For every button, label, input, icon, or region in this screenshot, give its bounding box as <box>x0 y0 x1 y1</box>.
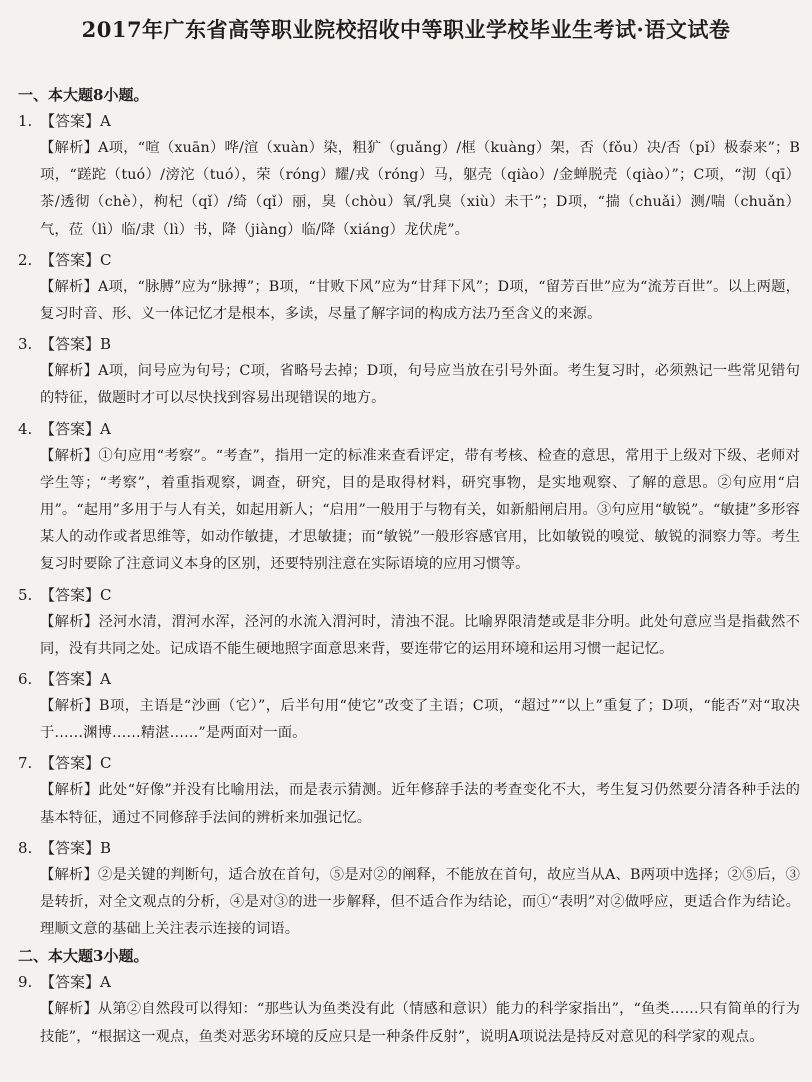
analysis-text: 【解析】①句应用“考察”。“考查”，指用一定的标准来查看评定，带有考核、检查的意思，常用于上级对下级、老师对学生等；“考察”，着重指观察，调查，研究，目的是取得材料，研究事物，是实地观察、了解的意思。②句应用“启用”。“起用”多用于与人有关，如起用新人；“启用”一般用于与物有关，如新船闸启用。③句应用“敏锐”。“敏捷”多形容某人的动作或者思维等，如动作敏捷，才思敏捷；而“敏锐”一般形容感官用，比如敏锐的嗅觉、敏锐的洞察力等。考生复习时要除了注意词义本身的区别，还要特别注意在实际语境的应用习惯等。 <box>40 447 800 573</box>
section-heading: 一、本大题8小题。 <box>18 86 149 104</box>
answer-text: 【答案】A <box>40 973 111 992</box>
answer-content <box>14 82 800 1051</box>
question-number: 9. <box>18 973 33 992</box>
answer-text: 【答案】B <box>40 838 112 857</box>
question-number: 2. <box>18 250 33 269</box>
analysis-text: 【解析】②是关键的判断句，适合放在首句，⑤是对②的阐释，不能放在首句，故应当从A、B两项中选择；②⑤后，③是转折，对全文观点的分析，④是对③的进一步解释，但不适合作为结论，而①“表明”对②做呼应，更适合作为结论。理顺文意的基础上关注表示连接的词语。 <box>40 866 800 938</box>
answer-item <box>14 247 800 328</box>
answer-item <box>14 331 800 412</box>
analysis-text: 【解析】B项，主语是“沙画（它）”，后半句用“使它”改变了主语；C项，“超过”“以上”重复了；D项，“能否”对“取决于……渊博……精湛……”是两面对一面。 <box>40 698 800 742</box>
answer-item <box>14 835 800 944</box>
answer-line <box>14 331 800 358</box>
question-number: 8. <box>18 838 33 857</box>
analysis-text: 【解析】A项，问号应为句号；C项，省略号去掉；D项，句号应当放在引号外面。考生复习时，必须熟记一些常见错句的特征，做题时才可以尽快找到容易出现错误的地方。 <box>40 363 800 407</box>
answer-item <box>14 750 800 831</box>
answer-line <box>14 969 800 996</box>
question-number: 1. <box>18 112 33 130</box>
answer-text: 【答案】C <box>40 585 112 604</box>
answer-text: 【答案】C <box>40 250 112 269</box>
page-title: 2017年广东省高等职业院校招收中等职业学校毕业生考试·语文试卷 <box>81 17 731 42</box>
answer-line <box>14 416 800 443</box>
analysis-text: 【解析】A项，“喧（xuān）哗/渲（xuàn）染，粗犷（guǎng）/框（kuàng）架，否（fǒu）决/否（pǐ）极泰来”；B项，“蹉跎（tuó）/滂沱（tuó），荣（róng）耀/戎（róng）马，躯壳（qiào）/金蝉脱壳（qiào）”；C项，“沏（qī）茶/透彻（chè），枸杞（qǐ）/绮（qǐ）丽，臭（chòu）氧/乳臭（xiù）未干”；D项，“揣（chuǎi）测/喘（chuǎn）气，莅（lì）临/隶（lì）书，降（jiàng）临/降（xiáng）龙伏虎”。 <box>40 140 800 238</box>
answer-text: 【答案】C <box>40 754 112 773</box>
analysis-text: 【解析】此处“好像”并没有比喻用法，而是表示猜测。近年修辞手法的考查变化不大，考生复习仍然要分清各种手法的基本特征，通过不同修辞手法间的辨析来加强记忆。 <box>40 782 800 826</box>
answer-line <box>14 108 800 135</box>
answer-item <box>14 108 800 244</box>
answer-item <box>14 416 800 579</box>
answer-text: 【答案】A <box>40 419 111 438</box>
analysis-text: 【解析】从第②自然段可以得知：“那些认为鱼类没有此（情感和意识）能力的科学家指出”，“鱼类……只有简单的行为技能”，“根据这一观点，鱼类对恶劣环境的反应只是一种条件反射”，说明A项说法是持反对意见的科学家的观点。 <box>40 1001 800 1045</box>
question-number: 7. <box>18 754 33 773</box>
analysis-text: 【解析】A项，“脉膊”应为“脉搏”；B项，“甘败下风”应为“甘拜下风”；D项，“留芳百世”应为“流芳百世”。以上两题，复习时音、形、义一体记忆才是根本，多读，尽量了解字词的构成方法乃至含义的来源。 <box>40 278 800 323</box>
question-number: 4. <box>18 419 33 438</box>
answer-line <box>14 835 800 862</box>
answer-line <box>14 750 800 777</box>
answer-line <box>14 666 800 693</box>
answer-item <box>14 666 800 747</box>
answer-text: 【答案】A <box>40 670 111 689</box>
answer-line <box>14 582 800 609</box>
question-number: 5. <box>18 585 33 604</box>
analysis-text: 【解析】泾河水清，渭河水浑，泾河的水流入渭河时，清浊不混。比喻界限清楚或是非分明。此处句意应当是指截然不同，没有共同之处。记成语不能生硬地照字面意思来背，要连带它的运用环境和运用习惯一起记忆。 <box>40 613 800 657</box>
question-number: 3. <box>18 335 33 354</box>
question-number: 6. <box>18 670 33 689</box>
answer-line <box>14 247 800 274</box>
section-heading: 二、本大题3小题。 <box>18 947 149 966</box>
answer-item <box>14 969 800 1050</box>
answer-text: 【答案】B <box>40 335 112 354</box>
answer-text: 【答案】A <box>40 112 111 130</box>
answer-item <box>14 582 800 663</box>
